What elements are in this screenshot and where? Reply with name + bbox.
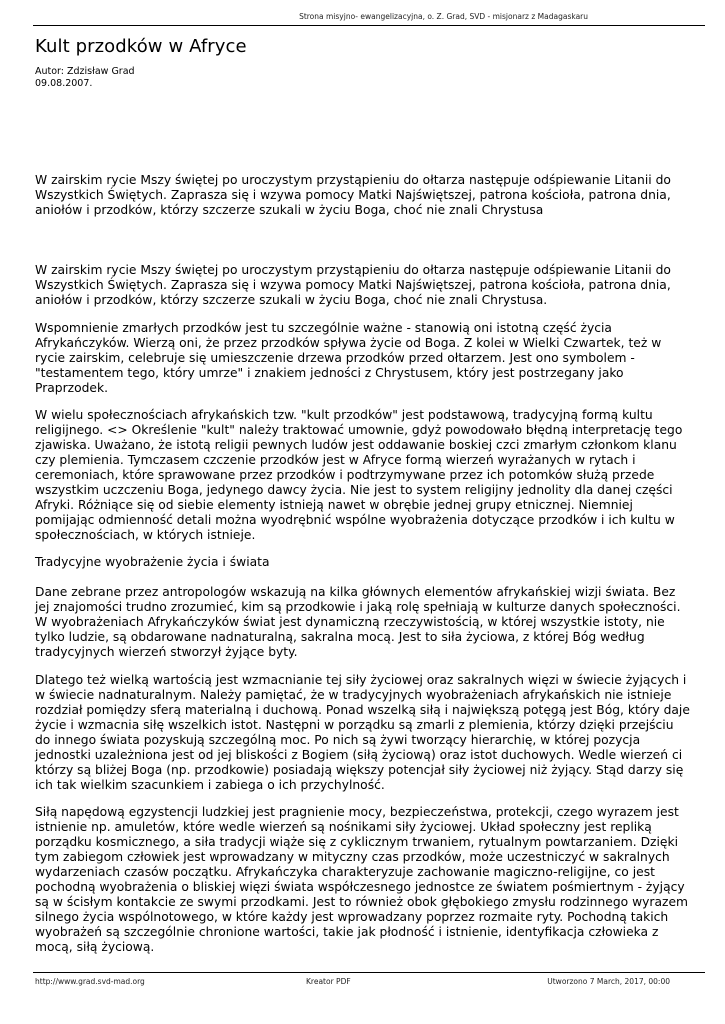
header-divider: [33, 25, 705, 26]
footer-creator: Kreator PDF: [306, 977, 351, 986]
paragraph: W wielu społecznościach afrykańskich tzw. "kult przodków" jest podstawową, tradycyjną formą kultu religijnego. <> Określenie "kult" należy traktować umownie, gdyż powodowało błędną interpretację tego zjawiska. Uważano, że istotą religii pewnych ludów jest oddawanie boskiej czci zmarłym członkom klanu czy plemienia. Tymczasem czczenie przodków jest w Afryce formą wierzeń wyrażanych w rytach i ceremoniach, które sprawowane przez przodków i podtrzymywane przez ich potomków służą przede wszystkim uczczeniu Boga, jedynego dawcy życia. Nie jest to system religijny jednolity dla danej części Afryki. Różniące się od siebie elementy istnieją nawet w obrębie jednej grupy etnicznej. Niemniej pomijając odmienność detali można wyodrębnić wspólne wyobrażenia dotyczące przodków i ich kultu w społecznościach, w których istnieje.: [35, 408, 683, 542]
paragraph: W zairskim rycie Mszy świętej po uroczystym przystąpieniu do ołtarza następuje odśpiewanie Litanii do Wszystkich Świętych. Zaprasza się i wzywa pomocy Matki Najświętszej, patrona kościoła, patrona dnia, aniołów i przodków, którzy szczerze szukali w życiu Boga, choć nie znali Chrystusa.: [35, 263, 671, 307]
paragraph: Dane zebrane przez antropologów wskazują na kilka głównych elementów afrykańskiej wizji świata. Bez jej znajomości trudno zrozumieć, kim są przodkowie i jaką rolę spełniają w kulturze danych społeczności. W wyobrażeniach Afrykańczyków świat jest dynamiczną rzeczywistością, w której wszystkie istoty, nie tylko ludzie, są obdarowane nadnaturalną, sakralna mocą. Jest to siła życiowa, z której Bóg według tradycyjnych wierzeń stworzył żyjące byty.: [35, 585, 681, 659]
author-line: Autor: Zdzisław Grad: [35, 66, 135, 77]
article-date: 09.08.2007.: [35, 78, 93, 89]
footer-url-link[interactable]: http://www.grad.svd-mad.org: [35, 977, 145, 986]
article-title: Kult przodków w Afryce: [35, 36, 247, 57]
article-meta: [35, 66, 135, 90]
paragraph: Wspomnienie zmarłych przodków jest tu szczególnie ważne - stanowią oni istotną część życia Afrykańczyków. Wierzą oni, że przez przodków spływa życie od Boga. Z kolei w Wielki Czwartek, też w rycie zairskim, celebruje się umieszczenie drzewa przodków przed ołtarzem. Jest ono symbolem - "testamentem tego, który umrze" i znakiem jedności z Chrystusem, który jest postrzegany jako Praprzodek.: [35, 321, 662, 395]
paragraph: Siłą napędową egzystencji ludzkiej jest pragnienie mocy, bezpieczeństwa, protekcji, czego wyrazem jest istnienie np. amuletów, które wedle wierzeń są nośnikami siły życiowej. Układ społeczny jest repliką porządku kosmicznego, a siła tradycji wiąże się z cyklicznym trwaniem, rytualnym powtarzaniem. Dzięki tym zabiegom człowiek jest wprowadzany w mityczny czas przodków, może uczestniczyć w sakralnych wydarzeniach czasów początku. Afrykańczyka charakteryzuje zachowanie magiczno-religijne, co jest pochodną wyobrażenia o bliskiej więzi świata współczesnego jednostce ze światem pośmiertnym - żyjący są w ścisłym kontakcie ze swymi przodkami. Jest to również obok głębokiego zmysłu rodzinnego wyrazem silnego życia wspólnotowego, w które każdy jest wprowadzany poprzez rozmaite ryty. Pochodną takich wyobrażeń są szczególnie chronione wartości, takie jak płodność i istnienie, identyfikacja człowieka z mocą, siłą życiową.: [35, 805, 688, 954]
footer-created-date: Utworzono 7 March, 2017, 00:00: [547, 977, 670, 986]
footer-divider: [33, 972, 705, 973]
paragraph: W zairskim rycie Mszy świętej po uroczystym przystąpieniu do ołtarza następuje odśpiewanie Litanii do Wszystkich Świętych. Zaprasza się i wzywa pomocy Matki Najświętszej, patrona kościoła, patrona dnia, aniołów i przodków, którzy szczerze szukali w życiu Boga, choć nie znali Chrystusa: [35, 173, 671, 217]
page-header-text: Strona misyjno- ewangelizacyjna, o. Z. Grad, SVD - misjonarz z Madagaskaru: [299, 12, 588, 21]
section-heading: Tradycyjne wyobrażenie życia i świata: [35, 555, 270, 569]
paragraph: Dlatego też wielką wartością jest wzmacnianie tej siły życiowej oraz sakralnych więzi w świecie żyjących i w świecie nadnaturalnym. Należy pamiętać, że w tradycyjnych wyobrażeniach afrykańskich nie istnieje rozdział pomiędzy sferą materialną i duchową. Ponad wszelką siłą i największą potęgą jest Bóg, który daje życie i wzmacnia siłę wszelkich istot. Następni w porządku są zmarli z plemienia, którzy dzięki przejściu do innego świata pozyskują szczególną moc. Po nich są żywi tworzący hierarchię, w której pozycja jednostki uzależniona jest od jej bliskości z Bogiem (siłą życiową) oraz istot duchowych. Wedle wierzeń ci którzy są bliżej Boga (np. przodkowie) posiadają większy potencjał siły życiowej niż żyjący. Stąd darzy się ich tak wielkim szacunkiem i zabiega o ich przychylność.: [35, 673, 690, 792]
